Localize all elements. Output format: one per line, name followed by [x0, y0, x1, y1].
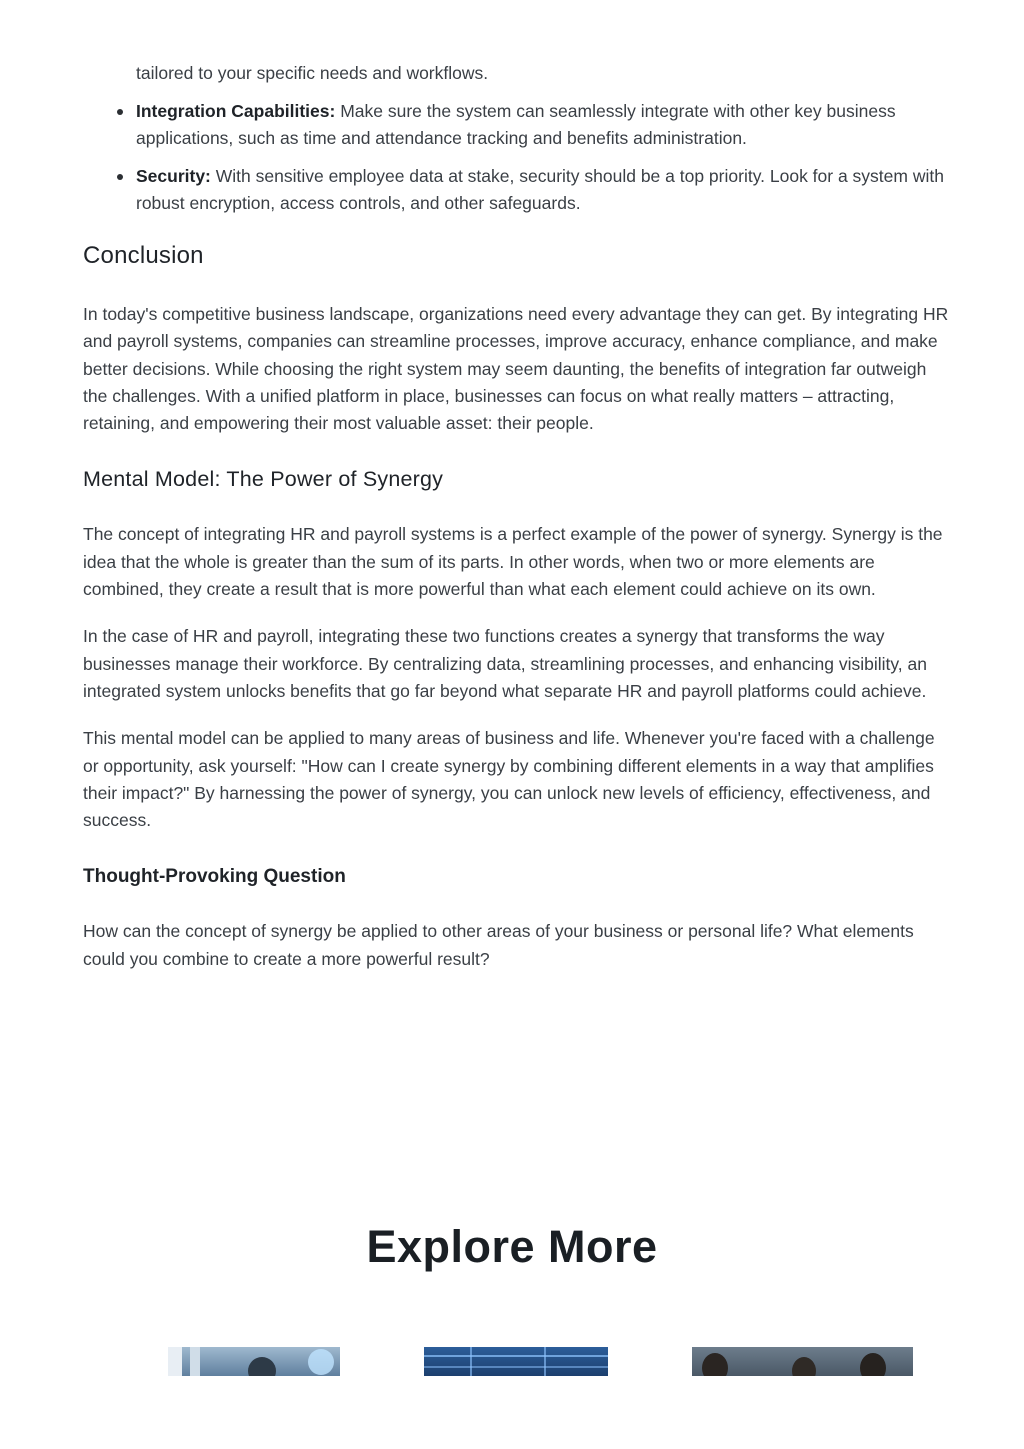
list-item [136, 60, 953, 87]
window-light-shape [168, 1347, 182, 1376]
explore-more-title: Explore More [366, 1221, 658, 1272]
grid-line-shape [470, 1347, 472, 1376]
explore-thumbnail-office[interactable] [168, 1347, 340, 1376]
list-item [136, 163, 953, 217]
mental-model-paragraph: In the case of HR and payroll, integrating these two functions creates a synergy that transforms the way businesses manage their workforce. By centralizing data, streamlining processes, and enhancing visibility, an integrated system unlocks benefits that go far beyond what separate HR and payroll platforms could achieve. [83, 626, 927, 701]
list-item-label: Security: [136, 166, 211, 186]
conclusion-heading: Conclusion [83, 242, 204, 269]
window-light-shape [190, 1347, 200, 1376]
grid-line-shape [544, 1347, 546, 1376]
grid-line-shape [424, 1366, 608, 1368]
grid-line-shape [424, 1355, 608, 1357]
list-item-text: With sensitive employee data at stake, security should be a top priority. Look for a system with robust encryption, access controls, and other safeguards. [136, 166, 944, 213]
list-item-text: Make sure the system can seamlessly integrate with other key business applications, such as time and attendance tracking and benefits administration. [136, 101, 896, 148]
explore-thumbnail-network[interactable] [424, 1347, 608, 1376]
question-paragraph: How can the concept of synergy be applied to other areas of your business or personal life? What elements could you combine to create a more powerful result? [83, 921, 914, 969]
glow-orb-shape [308, 1349, 334, 1375]
list-item-label: Integration Capabilities: [136, 101, 336, 121]
list-item [136, 98, 953, 152]
explore-thumbnail-team[interactable] [692, 1347, 913, 1376]
mental-model-paragraph: This mental model can be applied to many areas of business and life. Whenever you're faced with a challenge or opportunity, ask yourself: "How can I create synergy by combining different elements in a way that amplifies their impact?" By harnessing the power of synergy, you can unlock new levels of efficiency, effectiveness, and success. [83, 728, 935, 831]
mental-model-heading: Mental Model: The Power of Synergy [83, 467, 444, 492]
conclusion-paragraph: In today's competitive business landscape, organizations need every advantage they can get. By integrating HR and payroll systems, companies can streamline processes, improve accuracy, enhance compliance, and make better decisions. While choosing the right system may seem daunting, the benefits of integration far outweigh the challenges. With a unified platform in place, businesses can focus on what really matters – attracting, retaining, and empowering their most valuable asset: their people. [83, 304, 949, 434]
mental-model-paragraph: The concept of integrating HR and payroll systems is a perfect example of the power of synergy. Synergy is the idea that the whole is greater than the sum of its parts. In other words, when two or more elements are combined, they create a result that is more powerful than what each element could achieve on its own. [83, 524, 943, 600]
person-silhouette-icon [792, 1357, 816, 1376]
person-silhouette-icon [702, 1353, 728, 1376]
list-item-text: tailored to your specific needs and workflows. [136, 63, 489, 83]
question-heading: Thought-Provoking Question [83, 866, 346, 888]
person-silhouette-icon [860, 1353, 886, 1376]
person-silhouette-icon [248, 1357, 276, 1376]
feature-list [83, 60, 953, 217]
article-body [83, 60, 953, 993]
